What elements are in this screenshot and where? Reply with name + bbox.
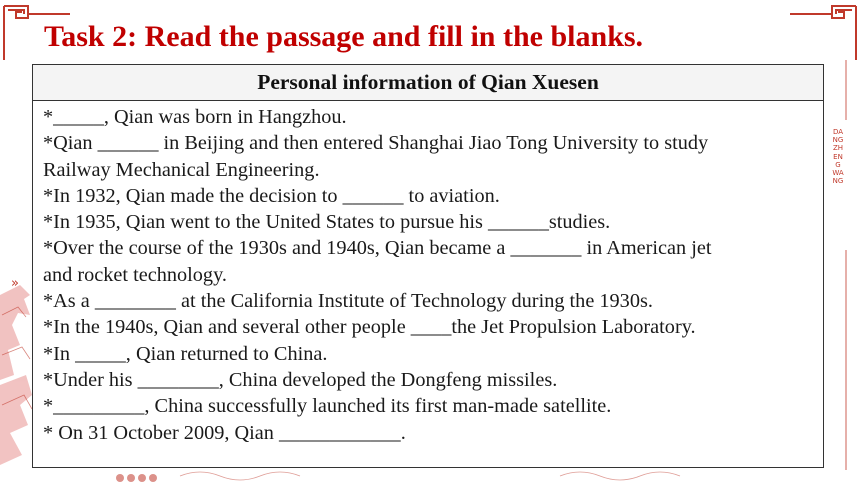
bottom-decoration [0,466,860,484]
table-line: *Qian ______ in Beijing and then entered Shanghai Jiao Tong University to study [43,132,709,155]
table-line: *In the 1940s, Qian and several other people ____the Jet Propulsion Laboratory. [43,316,696,339]
table-line: *In 1932, Qian made the decision to ______ to aviation. [43,184,500,207]
table-line: *Over the course of the 1930s and 1940s, Qian became a _______ in American jet [43,237,712,260]
table-line: *_____, Qian was born in Hangzhou. [43,106,347,128]
table-line: * On 31 October 2009, Qian ____________. [43,421,406,444]
side-vertical-text: DANGZHENGWANG [832,128,844,186]
double-chevron-down-icon: » [11,276,19,291]
page-title: Task 2: Read the passage and fill in the blanks. [44,20,644,53]
table-header: Personal information of Qian Xuesen [33,65,823,101]
table-line: *In 1935, Qian went to the United States to pursue his ______studies. [43,211,611,234]
table-line: and rocket technology. [43,263,227,286]
table-body [33,101,823,446]
table-line: *Under his ________, China developed the Dongfeng missiles. [43,368,558,391]
table-line: *In _____, Qian returned to China. [43,342,328,365]
table-line: Railway Mechanical Engineering. [43,158,320,181]
info-table [32,64,824,468]
table-line: *As a ________ at the California Institute of Technology during the 1930s. [43,290,653,313]
table-line: *_________, China successfully launched its first man-made satellite. [43,395,612,418]
